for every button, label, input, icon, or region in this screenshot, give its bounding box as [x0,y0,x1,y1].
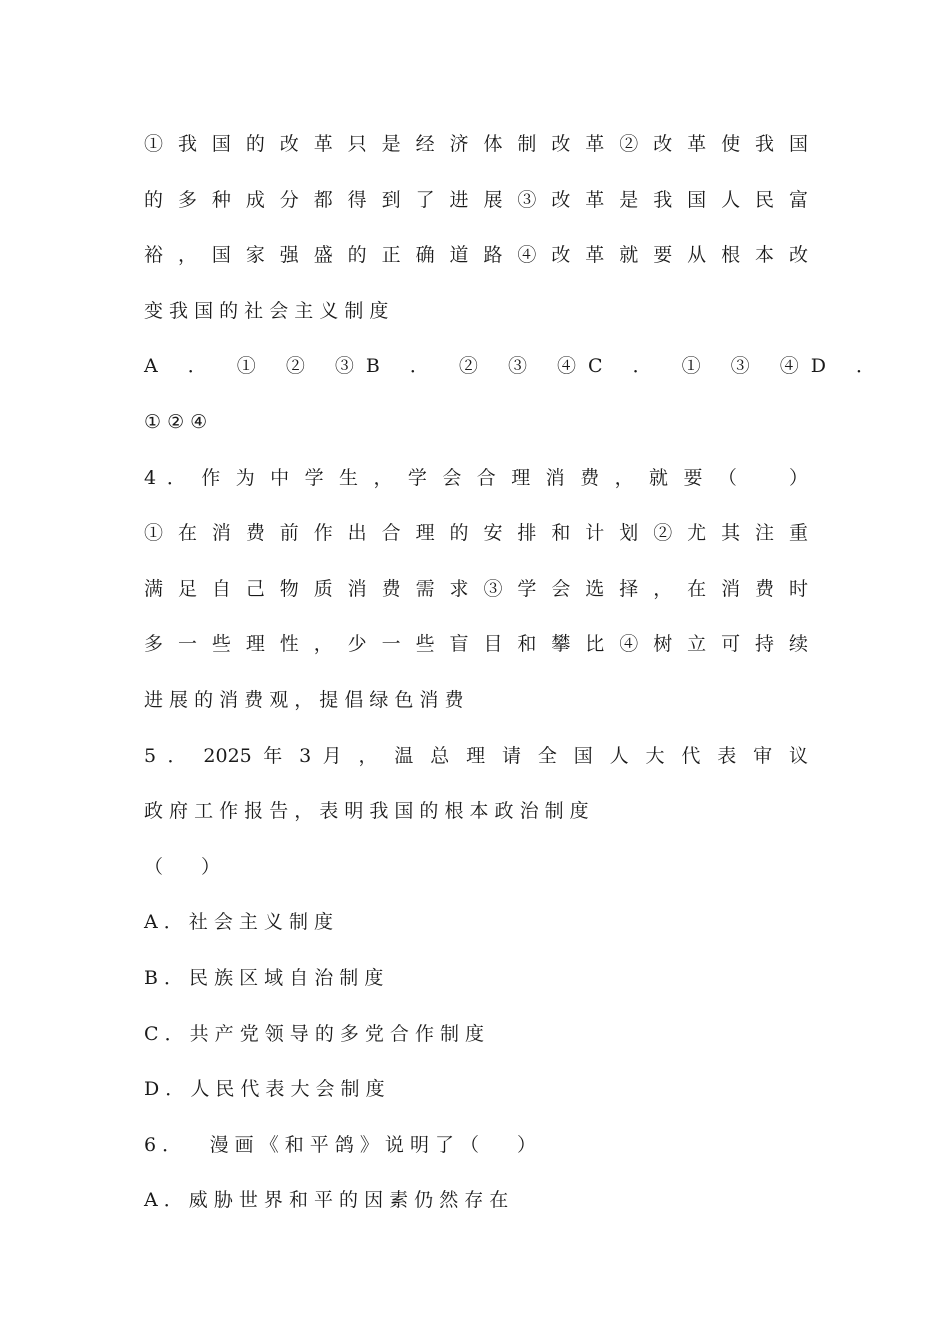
q4-stem: 4 ． 作 为 中 学 生 ， 学 会 合 理 消 费 ， 就 要 （ ） [144,466,808,489]
q3-option-a: A ． ① ② ③ [144,355,366,378]
q5-option-d: D ． 人 民 代 表 大 会 制 度 [144,1078,385,1101]
q5-option-b: B ． 民 族 区 域 自 治 制 度 [144,966,384,989]
q4-body-line-2: 满 足 自 己 物 质 消 费 需 求 ③ 学 会 选 择 ， 在 消 费 时 [144,577,808,600]
q3-body-line-3: 裕 ， 国 家 强 盛 的 正 确 道 路 ④ 改 革 就 要 从 根 本 改 [144,244,808,267]
q5-option-c: C ． 共 产 党 领 导 的 多 党 合 作 制 度 [144,1022,485,1045]
q6-stem: 6 ． 漫 画 《 和 平 鸽 》 说 明 了 （ ） [144,1133,537,1156]
document-page [144,117,887,1229]
q4-body-line-4: 进 展 的 消 费 观 ， 提 倡 绿 色 消 费 [144,688,464,711]
q5-stem-line-2: 政 府 工 作 报 告 ， 表 明 我 国 的 根 本 政 治 制 度 [144,800,589,823]
q4-body-line-1: ① 在 消 费 前 作 出 合 理 的 安 排 和 计 划 ② 尤 其 注 重 [144,522,808,545]
q3-options-row [144,339,887,395]
q3-body-line-1: ① 我 国 的 改 革 只 是 经 济 体 制 改 革 ② 改 革 使 我 国 [144,133,808,155]
q5-answer-blank: （ ） [144,855,221,878]
q3-body-line-4: 变 我 国 的 社 会 主 义 制 度 [144,299,389,322]
q5-option-a: A ． 社 会 主 义 制 度 [144,911,333,934]
q3-option-d: D ． [810,355,887,378]
q6-option-a: A ． 威 胁 世 界 和 平 的 因 素 仍 然 存 在 [144,1189,509,1212]
q3-option-c: C ． ① ③ ④ [588,355,811,378]
q3-option-d-continued: ① ② ④ [144,410,208,433]
q4-body-line-3: 多 一 些 理 性 ， 少 一 些 盲 目 和 攀 比 ④ 树 立 可 持 续 [144,633,808,656]
q3-option-b: B ． ② ③ ④ [365,355,589,378]
q3-body-line-2: 的 多 种 成 分 都 得 到 了 进 展 ③ 改 革 是 我 国 人 民 富 [144,188,808,211]
q5-stem-line-1: 5 ． 2025 年 3 月 ， 温 总 理 请 全 国 人 大 代 表 审 议 [144,744,808,767]
